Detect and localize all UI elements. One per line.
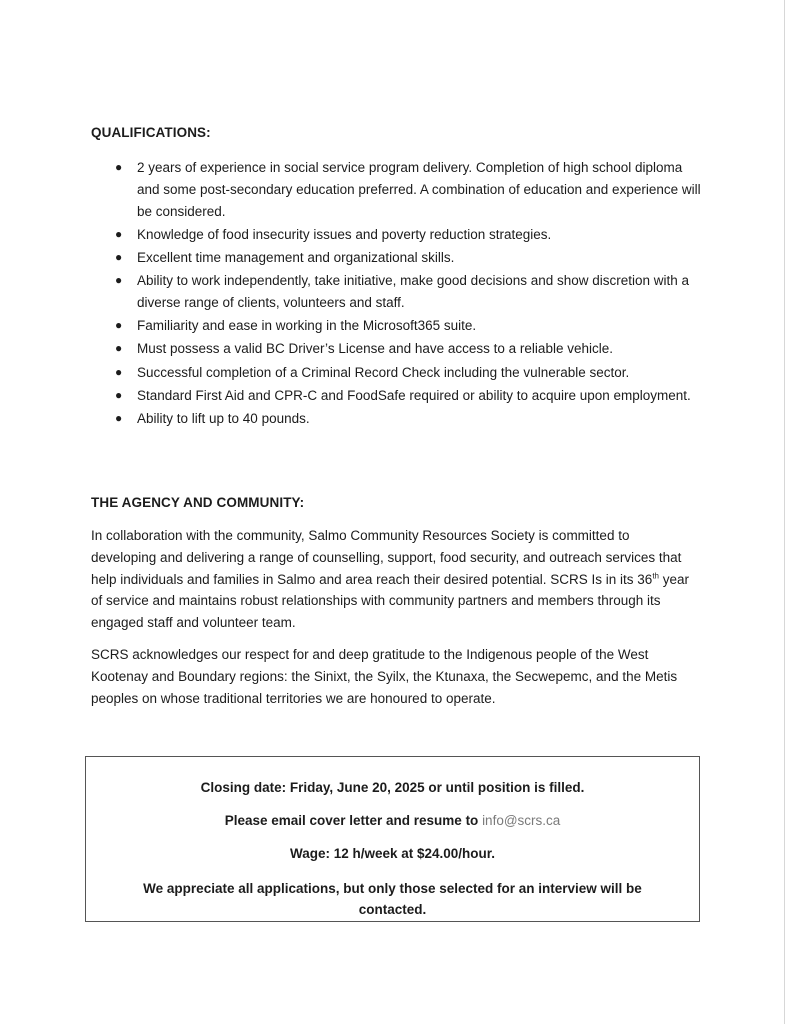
email-prefix: Please email cover letter and resume to [224,813,483,828]
bullet-icon: ● [115,160,123,174]
list-item-text: Standard First Aid and CPR-C and FoodSafe required or ability to acquire upon employment. [137,387,691,403]
agency-section [91,525,696,719]
bullet-icon: ● [115,226,123,241]
list-item-text: Excellent time management and organizational skills. [137,249,455,265]
agency-paragraph-1-text: In collaboration with the community, Salmo Community Resources Society is committed to developing and delivering a range of counselling, support, food security, and outreach services that help individuals and families in Salmo and area reach their desired potential. SCRS Is in its 36 [91,528,682,587]
bullet-icon: ● [115,341,123,356]
list-item-text: Successful completion of a Criminal Record Check including the vulnerable sector. [137,364,630,380]
list-item [91,362,701,384]
list-item-text: 2 years of experience in social service program delivery. Completion of high school diploma and some post-secondary education preferred. A combination of education and experience will be considered. [137,160,701,219]
ordinal-suffix: th [652,571,659,581]
list-item [91,408,701,430]
list-item-text: Ability to lift up to 40 pounds. [137,410,310,426]
list-item [91,270,701,314]
closing-info-box [85,756,700,922]
email-link[interactable]: info@scrs.ca [482,813,561,828]
qualifications-heading: QUALIFICATIONS: [91,125,211,140]
agency-paragraph-1 [91,525,696,634]
list-item [91,224,701,246]
bullet-icon: ● [115,410,123,425]
list-item-text: Must possess a valid BC Driver’s License and have access to a reliable vehicle. [137,341,613,357]
list-item [91,385,701,407]
bullet-icon: ● [115,387,123,402]
list-item [91,157,701,222]
agency-paragraph-1-rest: year of service and maintains robust relationships with community partners and members through its engaged staff and volunteer team. [91,571,689,631]
bullet-icon: ● [115,318,123,333]
agency-heading: THE AGENCY AND COMMUNITY: [91,495,305,510]
bullet-icon: ● [115,273,123,288]
email-instructions [86,813,699,828]
qualifications-list [91,157,701,431]
bullet-icon: ● [115,249,123,264]
list-item-text: Knowledge of food insecurity issues and poverty reduction strategies. [137,226,552,242]
scan-edge-line [784,0,785,1024]
list-item-text: Familiarity and ease in working in the Microsoft365 suite. [137,318,477,334]
applications-note: We appreciate all applications, but only those selected for an interview will be contacted. [143,881,642,917]
list-item [91,315,701,337]
wage-info: Wage: 12 h/week at $24.00/hour. [289,846,496,861]
agency-paragraph-2: SCRS acknowledges our respect for and deep gratitude to the Indigenous people of the West Kootenay and Boundary regions: the Sinixt, the Syilx, the Ktunaxa, the Secwepemc, and the Metis peoples on whose traditional territories we are honoured to operate. [91,646,678,706]
bullet-icon: ● [115,364,123,379]
closing-date: Closing date: Friday, June 20, 2025 or until position is filled. [200,780,585,795]
list-item [91,247,701,269]
list-item-text: Ability to work independently, take initiative, make good decisions and show discretion with a diverse range of clients, volunteers and staff. [137,273,690,310]
list-item [91,338,701,360]
